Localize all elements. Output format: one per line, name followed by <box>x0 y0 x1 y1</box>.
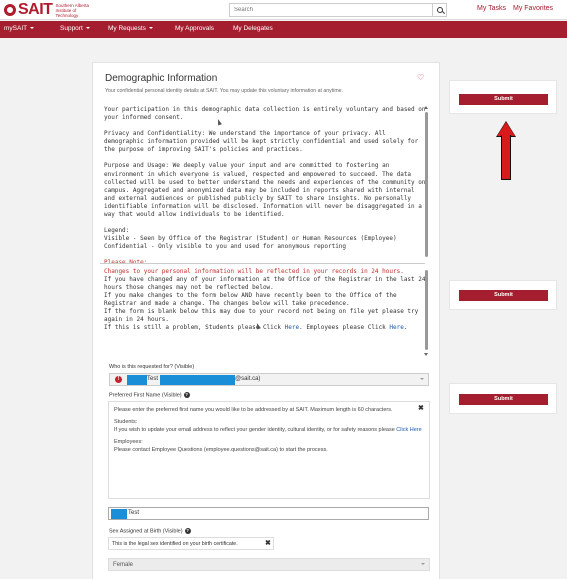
consent-scrollbar-thumb[interactable] <box>425 112 428 257</box>
preferred-name-input[interactable] <box>108 507 429 520</box>
requested-for-select[interactable] <box>109 373 429 386</box>
submit-card <box>449 280 557 310</box>
logo-subtitle: Southern Alberta Institute of Technology <box>55 2 89 18</box>
employees-here-link[interactable]: Here <box>389 324 404 332</box>
help-icon[interactable]: ? <box>185 392 189 397</box>
close-icon[interactable]: ✖ <box>418 405 424 412</box>
preferred-name-label <box>109 392 190 398</box>
gear-logo-icon <box>4 4 16 16</box>
employees-title: Employees: <box>114 439 143 445</box>
arrow-shaft <box>501 135 511 180</box>
logo-word: SAIT <box>18 1 53 18</box>
chevron-down-icon <box>421 563 425 565</box>
legend-visible: Visible - Seen by Office of the Registrar (Student) or Human Resources (Employee) <box>104 235 397 243</box>
heart-icon[interactable]: ♡ <box>417 73 425 82</box>
search-input[interactable] <box>230 4 433 16</box>
preferred-name-help-box <box>108 401 430 499</box>
search-box <box>229 3 447 17</box>
note-1: If you have changed any of your information at the Office of the Registrar in the last 24 hours those changes may not be reflected below. <box>104 275 426 291</box>
nav-my-approvals[interactable]: My Approvals <box>175 25 215 32</box>
requested-for-email: @sait.ca) <box>235 376 261 382</box>
search-button[interactable] <box>432 4 446 16</box>
notes-scrollbar-thumb[interactable] <box>425 270 428 350</box>
consent-privacy: Privacy and Confidentiality: We understand the importance of your privacy. All demographic information provided will be kept strictly confidential and used solely for the purpose of improving SAIT's policies and practices. <box>104 130 419 154</box>
top-bar <box>0 0 567 20</box>
redaction-block <box>111 509 127 519</box>
legend-title: Legend: <box>104 227 130 235</box>
scroll-down-icon[interactable] <box>424 353 428 356</box>
note-4-end: . <box>403 324 408 332</box>
scroll-up-icon[interactable] <box>424 106 428 109</box>
consent-participation: Your participation in this demographic data collection is entirely voluntary and based on your informed consent. <box>104 106 426 122</box>
nav-mysait[interactable] <box>4 25 34 32</box>
nav-my-delegates[interactable]: My Delegates <box>233 25 273 32</box>
chevron-down-icon <box>30 27 34 29</box>
help-icon[interactable]: ? <box>186 528 189 533</box>
students-click-here-link[interactable]: Click Here <box>396 427 422 433</box>
page-subtitle: Your confidential personal identity details at SAIT. You may update this voluntary information at anytime. <box>105 88 343 94</box>
requested-for-label: Who is this requested for? (Visible) <box>109 364 195 370</box>
preferred-name-label-text: Preferred First Name (Visible) <box>109 392 182 399</box>
note-red: Changes to your personal information will be reflected in your records in 24 hours. <box>104 267 404 275</box>
sait-logo[interactable] <box>4 1 95 19</box>
submit-button[interactable]: Submit <box>459 94 548 105</box>
preferred-name-value: Test <box>128 510 140 516</box>
preferred-name-help: Please enter the preferred first name you would like to be addressed by at SAIT. Maximum length is 60 characters. <box>114 407 393 413</box>
search-icon <box>437 7 443 13</box>
students-text <box>114 426 424 434</box>
redaction-block <box>160 375 235 385</box>
page-title: Demographic Information <box>105 73 218 84</box>
nav-mysait-label: mySAIT <box>4 25 28 32</box>
note-2: If you make changes to the form below AND have recently been to the Office of the Registrar and made a change. The changes below will take precedence. <box>104 291 397 307</box>
chevron-down-icon <box>420 378 424 380</box>
sex-at-birth-label-text: Sex Assigned at Birth (Visible) <box>109 528 183 535</box>
note-3: If the form is blank below this may due to your record not being on file yet please try again in 24 hours. <box>104 307 419 324</box>
submit-card <box>449 383 557 414</box>
submit-button[interactable]: Submit <box>459 290 548 301</box>
nav-my-requests[interactable] <box>108 25 153 32</box>
annotation-arrow-icon <box>497 122 515 182</box>
nav-my-requests-label: My Requests <box>108 25 146 32</box>
chevron-down-icon <box>86 27 90 29</box>
nav-support[interactable] <box>60 25 90 32</box>
sex-at-birth-select[interactable] <box>108 558 430 571</box>
note-4-mid: . Employees please Click <box>299 324 386 332</box>
students-here-link[interactable]: Here <box>284 324 300 332</box>
note-4-pre: If this is still a problem, Students please Click <box>104 324 282 332</box>
arrow-head <box>497 122 515 136</box>
consent-text-area[interactable] <box>104 106 426 356</box>
sex-at-birth-tooltip <box>108 537 274 550</box>
students-title: Students: <box>114 419 138 425</box>
employees-text: Please contact Employee Questions (employee.questions@sait.ca) to start the process. <box>114 447 328 453</box>
my-tasks-link[interactable]: My Tasks <box>477 5 507 12</box>
sex-at-birth-value: Female <box>113 562 134 568</box>
nav-support-label: Support <box>60 25 83 32</box>
sex-at-birth-label <box>109 528 191 534</box>
legend-confidential: Confidential - Only visible to you and used for anonymous reporting <box>104 243 347 251</box>
submit-card <box>449 80 557 114</box>
close-icon[interactable]: ✖ <box>265 540 271 547</box>
requested-for-name: Test <box>147 376 159 382</box>
section-divider <box>100 263 425 264</box>
note-4 <box>104 324 426 332</box>
students-text-body: If you wish to update your email address to reflect your gender identity, cultural identity, or for safety reasons please <box>114 427 395 433</box>
submit-button[interactable]: Submit <box>459 394 548 405</box>
consent-purpose: Purpose and Usage: We deeply value your input and are committed to fostering an environment in which everyone is valued, respected and empowered to succeed. The data collected will be used to better understand the needs and experiences of the community on campus. Aggregated and anonymized data may be included in reports shared with internal and external audiences or published publicly by SAIT to share insights. No personally identifiable information will be disclosed. Information will never be disaggregated in a way that would allow individuals to be identified. <box>104 162 426 219</box>
redaction-block <box>127 375 147 385</box>
chevron-down-icon <box>149 27 153 29</box>
sex-at-birth-tooltip-text: This is the legal sex identified on your birth certificate. <box>112 541 238 547</box>
my-favorites-link[interactable]: My Favorites <box>513 5 554 12</box>
error-icon: ! <box>115 376 122 383</box>
main-nav <box>0 21 567 38</box>
